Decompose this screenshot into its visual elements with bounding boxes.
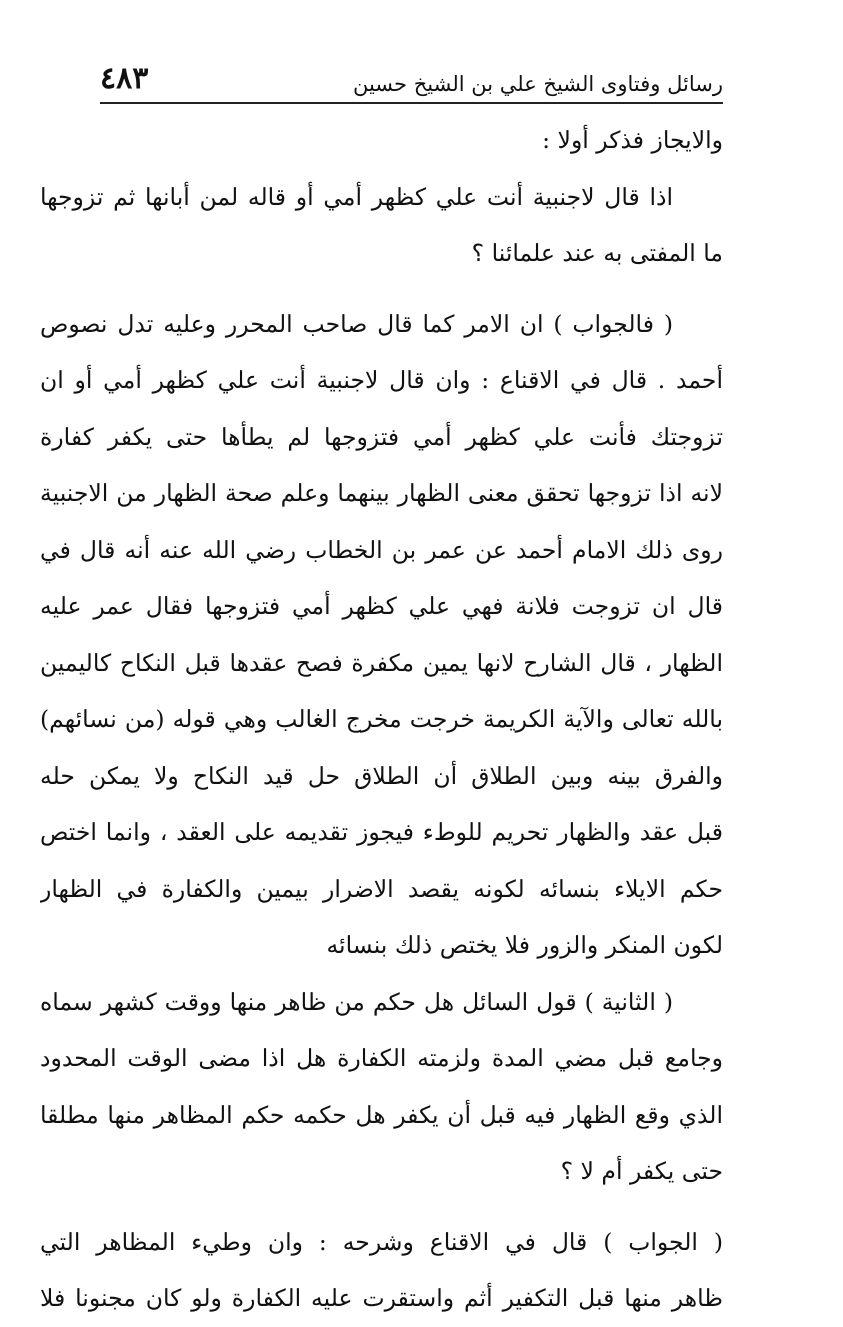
text-line: اذا قال لاجنبية أنت علي كظهر أمي أو قاله لمن أبانها ثم تزوجها xyxy=(40,182,673,211)
text-line: حتى يكفر أم لا ؟ xyxy=(560,1157,723,1185)
text-line: لكون المنكر والزور فلا يختص ذلك بنسائه xyxy=(326,931,723,959)
page-header xyxy=(100,52,723,104)
body-text xyxy=(40,112,723,1327)
text-line: ( فالجواب ) ان الامر كما قال صاحب المحرر وعليه تدل نصوص xyxy=(40,309,673,338)
text-line: حكم الايلاء بنسائه لكونه يقصد الاضرار بيمين والكفارة في الظهار xyxy=(40,874,723,903)
text-line: تزوجتك فأنت علي كظهر أمي فتزوجها لم يطأها حتى يكفر كفارة xyxy=(40,422,723,451)
text-line: الظهار ، قال الشارح لانها يمين مكفرة فصح عقدها قبل النكاح كاليمين xyxy=(40,648,723,677)
text-line: والفرق بينه وبين الطلاق أن الطلاق حل قيد النكاح ولا يمكن حله xyxy=(40,761,723,790)
text-line: أحمد . قال في الاقناع : وان قال لاجنبية أنت علي كظهر أمي أو ان xyxy=(40,366,723,394)
text-line: لانه اذا تزوجها تحقق معنى الظهار بينهما وعلم صحة الظهار من الاجنبية xyxy=(40,479,723,507)
text-line: ما المفتى به عند علمائنا ؟ xyxy=(471,239,723,267)
text-line: روى ذلك الامام أحمد عن عمر بن الخطاب رضي الله عنه أنه قال في xyxy=(40,535,723,564)
text-line: قال ان تزوجت فلانة فهي علي كظهر أمي فتزوجها فقال عمر عليه xyxy=(40,592,723,620)
page-number: ٤٨٣ xyxy=(100,61,149,96)
text-line: وجامع قبل مضي المدة ولزمته الكفارة هل اذا مضى الوقت المحدود xyxy=(40,1044,723,1072)
text-line: الذي وقع الظهار فيه قبل أن يكفر هل حكمه حكم المظاهر منها مطلقا xyxy=(40,1100,723,1129)
text-line: بالله تعالى والآية الكريمة خرجت مخرج الغالب وهي قوله (من نسائهم) xyxy=(40,705,723,733)
text-line: ( الجواب ) قال في الاقناع وشرحه : وان وطيء المظاهر التي xyxy=(40,1227,723,1256)
text-line: ظاهر منها قبل التكفير أثم واستقرت عليه الكفارة ولو كان مجنونا فلا xyxy=(40,1284,723,1312)
text-line: والايجاز فذكر أولا : xyxy=(542,126,723,154)
running-title: رسائل وفتاوى الشيخ علي بن الشيخ حسين xyxy=(352,72,723,96)
text-line: ( الثانية ) قول السائل هل حكم من ظاهر منها ووقت كشهر سماه xyxy=(40,987,673,1016)
text-line: قبل عقد والظهار تحريم للوطء فيجوز تقديمه على العقد ، وانما اختص xyxy=(40,818,723,846)
